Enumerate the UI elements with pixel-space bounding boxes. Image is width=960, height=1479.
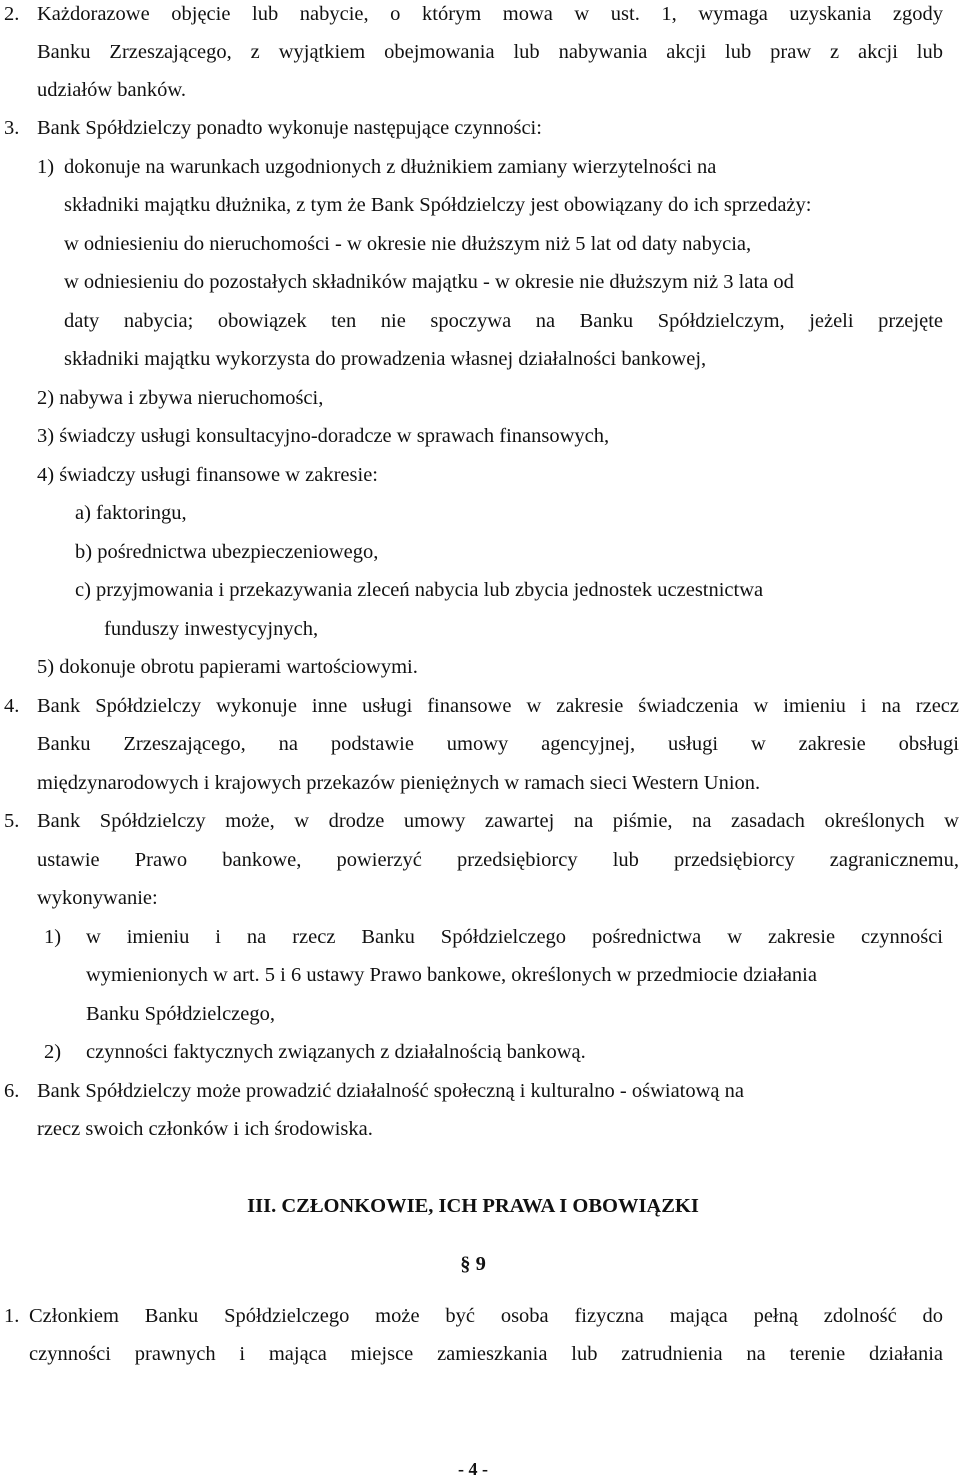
paragraph-mark: § 9 xyxy=(460,1253,486,1275)
item-4-number: 4. xyxy=(4,695,20,717)
section-heading: III. CZŁONKOWIE, ICH PRAWA I OBOWIĄZKI xyxy=(247,1195,699,1217)
member-item-1-line-2: czynności prawnych i mająca miejsce zamieszkania lub zatrudnienia na terenie działania xyxy=(29,1343,943,1365)
item-3-sub-4: 4) świadczy usługi finansowe w zakresie: xyxy=(37,464,378,486)
item-3-sub-4-a: a) faktoringu, xyxy=(75,502,187,524)
item-5-sub-2-number: 2) xyxy=(44,1041,62,1063)
item-4-line-1: Bank Spółdzielczy wykonuje inne usługi finansowe w zakresie świadczenia w imieniu i na rzecz xyxy=(37,695,959,717)
item-3-sub-1-line-6: składniki majątku wykorzysta do prowadzenia własnej działalności bankowej, xyxy=(64,348,707,370)
item-5-line-1: Bank Spółdzielczy może, w drodze umowy zawartej na piśmie, na zasadach określonych w xyxy=(37,810,959,832)
item-6-line-1: Bank Spółdzielczy może prowadzić działalność społeczną i kulturalno - oświatową na xyxy=(37,1080,745,1102)
item-2-line-2: Banku Zrzeszającego, z wyjątkiem obejmowania lub nabywania akcji lub praw z akcji lub xyxy=(37,41,943,63)
item-3-sub-5: 5) dokonuje obrotu papierami wartościowymi. xyxy=(37,656,418,678)
item-5-sub-2-text: czynności faktycznych związanych z działalnością bankową. xyxy=(86,1041,586,1063)
item-3-number: 3. xyxy=(4,117,20,139)
item-5-number: 5. xyxy=(4,810,20,832)
item-5-line-3: wykonywanie: xyxy=(37,887,158,909)
item-3-sub-4-c-line-1: c) przyjmowania i przekazywania zleceń nabycia lub zbycia jednostek uczestnictwa xyxy=(75,579,764,601)
item-5-sub-1-line-1: w imieniu i na rzecz Banku Spółdzielczego pośrednictwa w zakresie czynności xyxy=(86,926,943,948)
item-3-sub-4-b: b) pośrednictwa ubezpieczeniowego, xyxy=(75,541,379,563)
item-5-sub-1-line-2: wymienionych w art. 5 i 6 ustawy Prawo bankowe, określonych w przedmiocie działania xyxy=(86,964,817,986)
item-3-sub-1-line-1: dokonuje na warunkach uzgodnionych z dłużnikiem zamiany wierzytelności na xyxy=(64,156,717,178)
item-3-intro: Bank Spółdzielczy ponadto wykonuje następujące czynności: xyxy=(37,117,542,139)
item-3-sub-1-line-2: składniki majątku dłużnika, z tym że Bank Spółdzielczy jest obowiązany do ich sprzedaży: xyxy=(64,194,812,216)
item-6-line-2: rzecz swoich członków i ich środowiska. xyxy=(37,1118,373,1140)
item-6-number: 6. xyxy=(4,1080,20,1102)
page-number: - 4 - xyxy=(458,1459,488,1479)
item-3-sub-2: 2) nabywa i zbywa nieruchomości, xyxy=(37,387,324,409)
item-2-line-3: udziałów banków. xyxy=(37,79,186,101)
item-3-sub-1-line-3: w odniesieniu do nieruchomości - w okresie nie dłuższym niż 5 lat od daty nabycia, xyxy=(64,233,752,255)
member-item-1-line-1: Członkiem Banku Spółdzielczego może być osoba fizyczna mająca pełną zdolność do xyxy=(29,1305,943,1327)
item-3-sub-1-number: 1) xyxy=(37,156,55,178)
item-5-line-2: ustawie Prawo bankowe, powierzyć przedsiębiorcy lub przedsiębiorcy zagranicznemu, xyxy=(37,849,959,871)
item-5-sub-1-number: 1) xyxy=(44,926,62,948)
item-3-sub-3: 3) świadczy usługi konsultacyjno-doradcze w sprawach finansowych, xyxy=(37,425,610,447)
item-4-line-3: międzynarodowych i krajowych przekazów pieniężnych w ramach sieci Western Union. xyxy=(37,772,761,794)
item-4-line-2: Banku Zrzeszającego, na podstawie umowy agencyjnej, usługi w zakresie obsługi xyxy=(37,733,959,755)
item-5-sub-1-line-3: Banku Spółdzielczego, xyxy=(86,1003,276,1025)
member-item-1-number: 1. xyxy=(4,1305,20,1327)
item-2-number: 2. xyxy=(4,3,20,25)
item-3-sub-4-c-line-2: funduszy inwestycyjnych, xyxy=(104,618,319,640)
item-3-sub-1-line-4: w odniesieniu do pozostałych składników majątku - w okresie nie dłuższym niż 3 lata od xyxy=(64,271,794,293)
item-3-sub-1-line-5: daty nabycia; obowiązek ten nie spoczywa na Banku Spółdzielczym, jeżeli przejęte xyxy=(64,310,943,332)
item-2-line-1: Każdorazowe objęcie lub nabycie, o którym mowa w ust. 1, wymaga uzyskania zgody xyxy=(37,3,943,25)
